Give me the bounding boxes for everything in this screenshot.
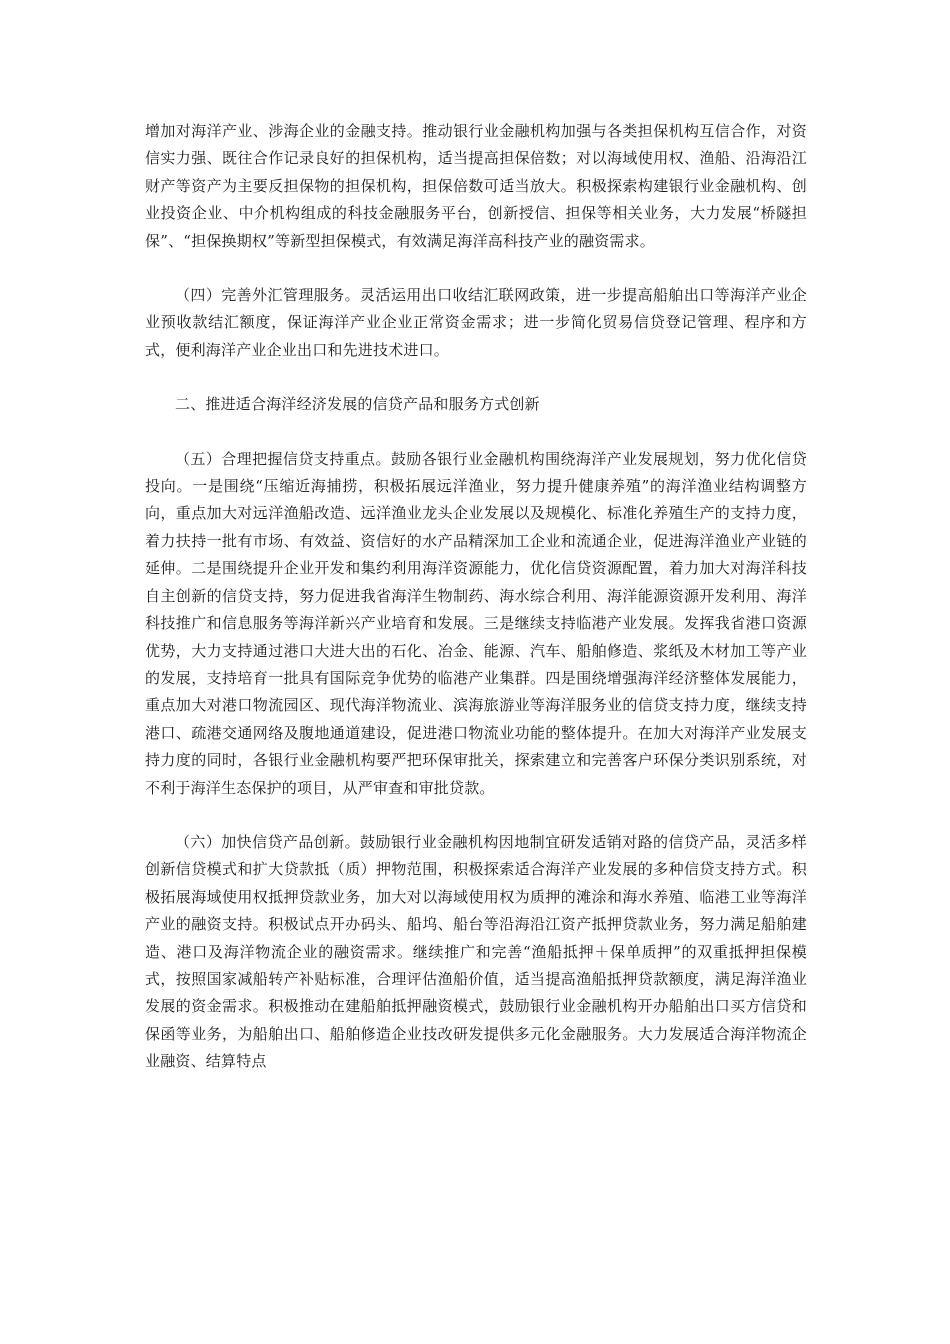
paragraph-gap	[145, 364, 807, 391]
paragraph-gap	[145, 802, 807, 829]
paragraph-credit-products: （六）加快信贷产品创新。鼓励银行业金融机构因地制宜研发适销对路的信贷产品，灵活多样创新信贷模式和扩大贷款抵（质）押物范围，积极探索适合海洋产业发展的多种信贷支持方式。积极拓展海域使用权抵押贷款业务，加大对以海域使用权为质押的滩涂和海水养殖、临港工业等海洋产业的融资支持。积极试点开办码头、船坞、船台等沿海沿江资产抵押贷款业务，努力满足船舶建造、港口及海洋物流企业的融资需求。继续推广和完善“渔船抵押＋保单质押”的双重抵押担保模式，按照国家减船转产补贴标准，合理评估渔船价值，适当提高渔船抵押贷款额度，满足海洋渔业发展的资金需求。积极推动在建船舶抵押融资模式，鼓励银行业金融机构开办船舶出口买方信贷和保函等业务，为船舶出口、船舶修造企业技改研发提供多元化金融服务。大力发展适合海洋物流企业融资、结算特点	[145, 832, 807, 1071]
paragraph-credit-focus: （五）合理把握信贷支持重点。鼓励各银行业金融机构围绕海洋产业发展规划，努力优化信贷投向。一是围绕“压缩近海捕捞，积极拓展远洋渔业，努力提升健康养殖”的海洋渔业结构调整方向，重点加大对远洋渔船改造、远洋渔业龙头企业发展以及规模化、标准化养殖生产的支持力度，着力扶持一批有市场、有效益、资信好的水产品精深加工企业和流通企业，促进海洋渔业产业链的延伸。二是围绕提升企业开发和集约利用海洋资源能力，优化信贷资源配置，着力加大对海洋科技自主创新的信贷支持，努力促进我省海洋生物制药、海水综合利用、海洋能源资源开发利用、海洋科技推广和信息服务等海洋新兴产业培育和发展。三是继续支持临港产业发展。发挥我省港口资源优势，大力支持通过港口大进大出的石化、冶金、能源、汽车、船舶修造、浆纸及木材加工等产业的发展，支持培育一批具有国际竞争优势的临港产业集群。四是围绕增强海洋经济整体发展能力，重点加大对港口物流园区、现代海洋物流业、滨海旅游业等海洋服务业的信贷支持力度，继续支持港口、疏港交通网络及腹地通道建设，促进港口物流业功能的整体提升。在加大对海洋产业发展支持力度的同时，各银行业金融机构要严把环保审批关，探索建立和完善客户环保分类识别系统，对不利于海洋生态保护的项目，从严审查和审批贷款。	[145, 449, 807, 797]
section-heading: 二、推进适合海洋经济发展的信贷产品和服务方式创新	[175, 395, 540, 414]
paragraph-gap	[145, 419, 807, 446]
document-body	[145, 118, 807, 1076]
paragraph-gap	[145, 255, 807, 282]
paragraph-forex-management: （四）完善外汇管理服务。灵活运用出口收结汇联网政策，进一步提高船舶出口等海洋产业企业预收款结汇额度，保证海洋产业企业正常资金需求；进一步简化贸易信贷登记管理、程序和方式，便利海洋产业企业出口和先进技术进口。	[145, 286, 807, 359]
paragraph-guarantee-support: 增加对海洋产业、涉海企业的金融支持。推动银行业金融机构加强与各类担保机构互信合作，对资信实力强、既往合作记录良好的担保机构，适当提高担保倍数；对以海域使用权、渔船、沿海沿江财产等资产为主要反担保物的担保机构，担保倍数可适当放大。积极探索构建银行业金融机构、创业投资企业、中介机构组成的科技金融服务平台，创新授信、担保等相关业务，大力发展“桥隧担保”、“担保换期权”等新型担保模式，有效满足海洋高科技产业的融资需求。	[145, 122, 807, 250]
